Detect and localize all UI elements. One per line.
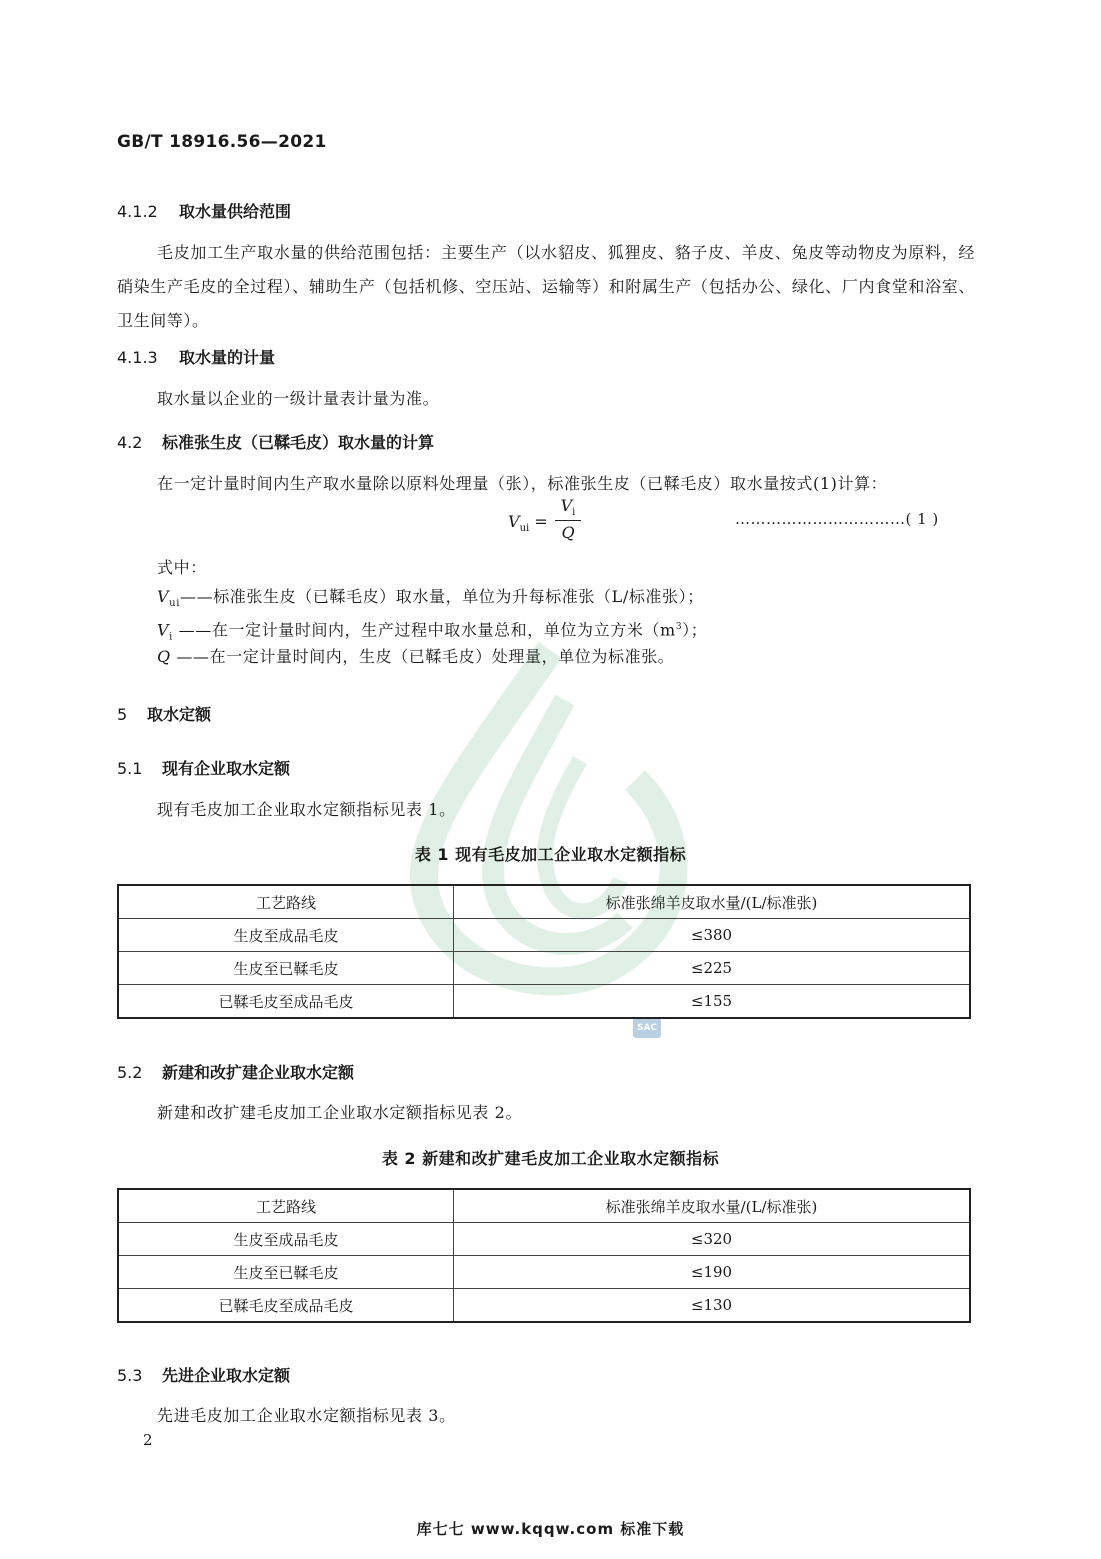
heading-title: 新建和改扩建企业取水定额 — [162, 1063, 355, 1082]
heading-5-3 — [117, 1363, 290, 1386]
heading-4-1-3 — [117, 345, 275, 368]
heading-number: 4.1.3 — [117, 348, 158, 367]
table-header-row — [118, 885, 970, 919]
formula-dots — [735, 510, 939, 528]
table-cell: 已鞣毛皮至成品毛皮 — [118, 1289, 454, 1323]
definition: ——在一定计量时间内，生产过程中取水量总和，单位为立方米（m — [172, 620, 676, 640]
table-cell: ≤320 — [454, 1223, 971, 1256]
symbol: V — [157, 587, 170, 606]
formula-symbol: V — [508, 512, 520, 531]
table-cell: 生皮至成品毛皮 — [118, 1223, 454, 1256]
formula-equals: = — [534, 512, 548, 531]
table-cell: ≤380 — [454, 919, 971, 952]
formula-denominator: Q — [561, 523, 575, 543]
table-header-cell: 工艺路线 — [118, 885, 454, 919]
formula-lhs — [508, 512, 548, 534]
page-number: 2 — [143, 1431, 153, 1449]
table-cell: ≤190 — [454, 1256, 971, 1289]
heading-number: 4.1.2 — [117, 202, 158, 221]
formula-numerator-sub: i — [572, 507, 576, 519]
definition: ——在一定计量时间内，生皮（已鞣毛皮）处理量，单位为标准张。 — [170, 647, 675, 666]
symbol-sub: i — [169, 631, 173, 643]
table-row — [118, 919, 970, 952]
definition-end: ）； — [682, 620, 708, 640]
table1 — [117, 884, 971, 1019]
footer-source: 库七七 www.kqqw.com 标准下载 — [416, 1520, 685, 1538]
table-header-row — [118, 1189, 970, 1223]
table-cell: 生皮至已鞣毛皮 — [118, 952, 454, 985]
heading-number: 5 — [117, 705, 128, 724]
table-row — [118, 1223, 970, 1256]
table-cell: 生皮至已鞣毛皮 — [118, 1256, 454, 1289]
heading-title: 标准张生皮（已鞣毛皮）取水量的计算 — [162, 433, 435, 452]
paragraph-supply-scope: 毛皮加工生产取水量的供给范围包括：主要生产（以水貂皮、狐狸皮、貉子皮、羊皮、兔皮等动物皮为原料，经硝染生产毛皮的全过程）、辅助生产（包括机修、空压站、运输等）和附属生产（包括办公、绿化、厂内食堂和浴室、卫生间等）。 — [117, 243, 975, 330]
formula-number: ( 1 ) — [905, 510, 939, 528]
symbol: V — [157, 620, 170, 640]
heading-title: 取水量的计量 — [179, 348, 276, 367]
heading-title: 取水量供给范围 — [179, 202, 292, 221]
where-intro: 式中： — [157, 558, 207, 577]
table-cell: 生皮至成品毛皮 — [118, 919, 454, 952]
heading-5-2 — [117, 1060, 354, 1083]
unit-sup: 3 — [675, 622, 683, 632]
table-row — [118, 1256, 970, 1289]
table-header-cell: 标准张绵羊皮取水量/(L/标准张) — [454, 1189, 971, 1223]
table-cell: ≤130 — [454, 1289, 971, 1323]
heading-title: 取水定额 — [147, 705, 212, 724]
heading-4-2 — [117, 430, 434, 453]
table-header-cell: 工艺路线 — [118, 1189, 454, 1223]
table2 — [117, 1188, 971, 1323]
where-q — [157, 640, 674, 674]
standard-id: GB/T 18916.56—2021 — [117, 132, 327, 152]
heading-title: 现有企业取水定额 — [162, 759, 291, 778]
table-row — [118, 985, 970, 1019]
heading-4-1-2 — [117, 199, 291, 222]
formula-numerator: V — [560, 496, 573, 515]
paragraph-5-2: 新建和改扩建毛皮加工企业取水定额指标见表 2。 — [157, 1103, 523, 1122]
formula-leader: …………………………… — [735, 510, 906, 528]
table1-caption: 表 1 现有毛皮加工企业取水定额指标 — [414, 845, 687, 864]
table-cell: ≤225 — [454, 952, 971, 985]
heading-number: 5.3 — [117, 1366, 143, 1385]
heading-number: 5.1 — [117, 759, 143, 778]
paragraph-metering: 取水量以企业的一级计量表计量为准。 — [157, 389, 440, 408]
heading-title: 先进企业取水定额 — [162, 1366, 291, 1385]
table-row — [118, 952, 970, 985]
heading-number: 5.2 — [117, 1063, 143, 1082]
table-cell: 已鞣毛皮至成品毛皮 — [118, 985, 454, 1019]
symbol: Q — [157, 647, 171, 666]
table-cell: ≤155 — [454, 985, 971, 1019]
table2-caption: 表 2 新建和改扩建毛皮加工企业取水定额指标 — [381, 1149, 720, 1168]
formula-subscript: ui — [519, 523, 530, 535]
paragraph-5-1: 现有毛皮加工企业取水定额指标见表 1。 — [157, 800, 456, 819]
heading-number: 4.2 — [117, 433, 143, 452]
definition: ——标准张生皮（已鞣毛皮）取水量，单位为升每标准张（L/标准张）； — [180, 587, 704, 606]
formula-fraction — [555, 496, 581, 542]
table-row — [118, 1289, 970, 1323]
table-header-cell: 标准张绵羊皮取水量/(L/标准张) — [454, 885, 971, 919]
paragraph-5-3: 先进毛皮加工企业取水定额指标见表 3。 — [157, 1406, 456, 1425]
paragraph-calculation: 在一定计量时间内生产取水量除以原料处理量（张），标准张生皮（已鞣毛皮）取水量按式(1)计算： — [157, 474, 888, 493]
heading-5-1 — [117, 756, 290, 779]
symbol-sub: ui — [169, 598, 180, 610]
sac-logo: SAC — [633, 1018, 661, 1038]
heading-5 — [117, 702, 211, 725]
